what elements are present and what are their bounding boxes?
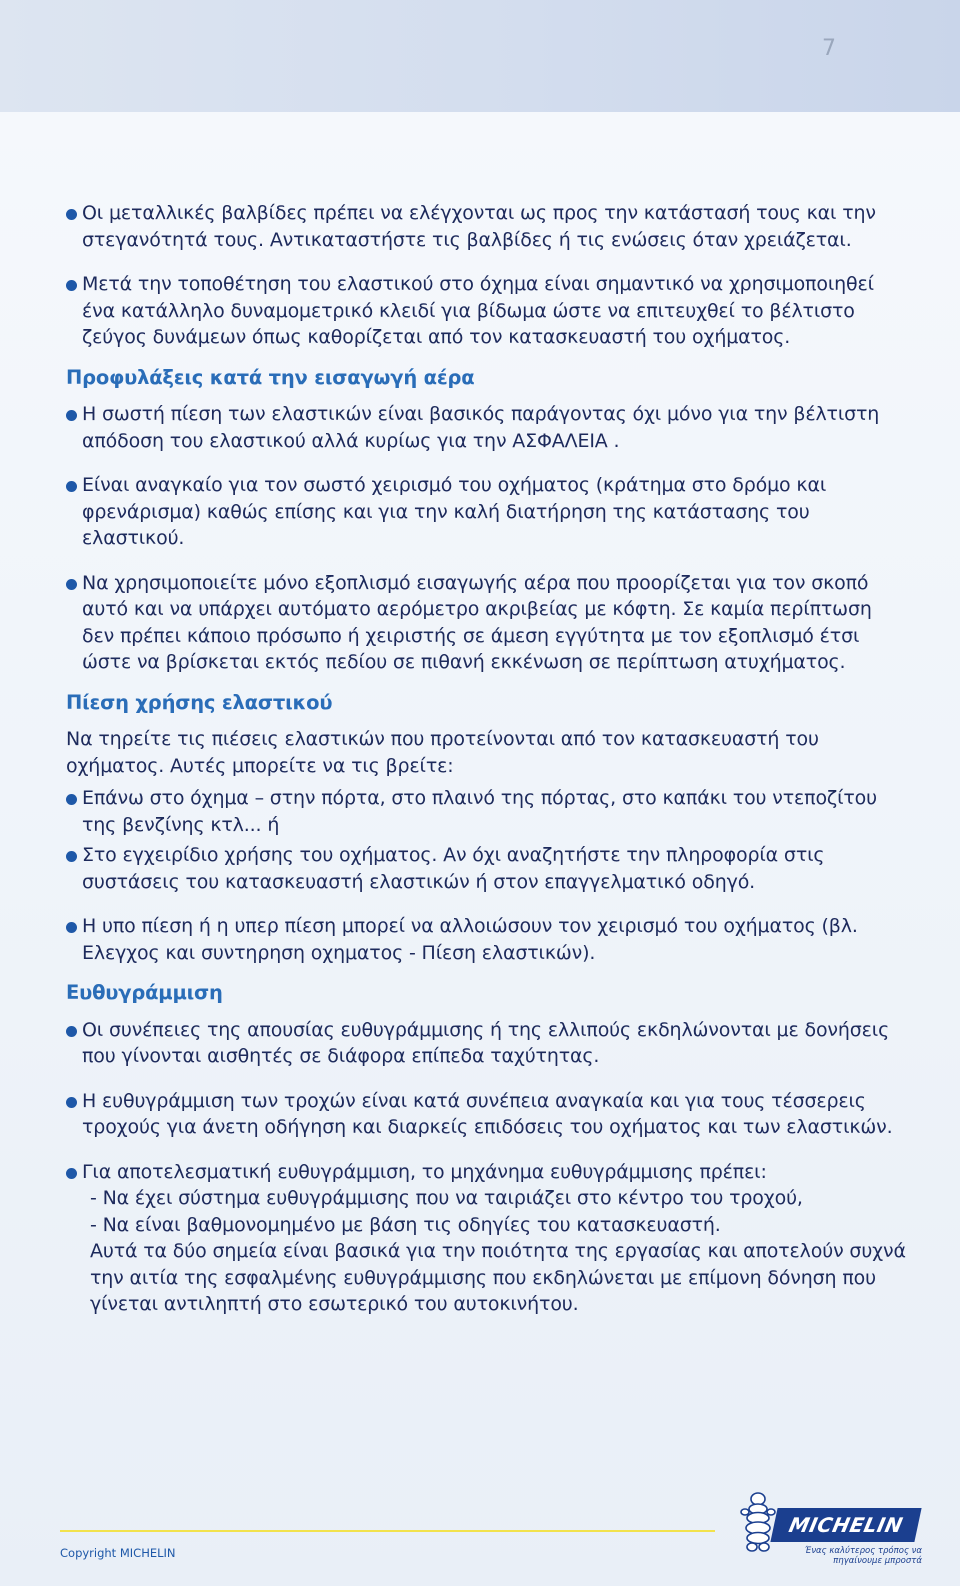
list-item-text: Η υπο πίεση ή η υπερ πίεση μπορεί να αλλοιώσουν τον χειρισμό του οχήματος (βλ. Ελεγχος και συντηρηση οχηματος - Πίεση ελαστικών).	[82, 915, 858, 964]
bullet-icon	[66, 851, 77, 862]
sub-item-line: - Να έχει σύστημα ευθυγράμμισης που να ταιριάζει στο κέντρο του τροχού,	[90, 1187, 803, 1209]
footer-rule	[60, 1530, 715, 1532]
list-item	[66, 401, 906, 454]
list-item-text: Μετά την τοποθέτηση του ελαστικού στο όχημα είναι σημαντικό να χρησιμοποιηθεί ένα κατάλληλο δυναμομετρικό κλειδί για βίδωμα ώστε να επιτευχθεί το βέλτιστο ζεύγος δυνάμεων όπως καθορίζεται από τον κατασκευαστή του οχήματος.	[82, 273, 874, 348]
sub-item-line: - Να είναι βαθμονομημένο με βάση τις οδηγίες του κατασκευαστή.	[90, 1213, 721, 1236]
section-heading-inflation: Προφυλάξεις κατά την εισαγωγή αέρα	[66, 365, 475, 389]
logo-wordmark: MICHELIN	[786, 1513, 906, 1537]
list-item	[66, 913, 906, 966]
bullet-icon	[66, 209, 77, 220]
list-item	[66, 472, 906, 552]
bullet-icon	[66, 1026, 77, 1037]
list-item-text: Οι συνέπειες της απουσίας ευθυγράμμισης ή της ελλιπούς εκδηλώνονται με δονήσεις που γίνονται αισθητές σε διάφορα επίπεδα ταχύτητας.	[82, 1018, 890, 1067]
bullet-icon	[66, 579, 77, 590]
list-item	[66, 570, 906, 676]
bullet-icon	[66, 1168, 77, 1179]
page-number: 7	[822, 36, 836, 61]
list-item	[66, 785, 906, 838]
copyright-text: Copyright MICHELIN	[60, 1546, 176, 1560]
list-item-text: Να χρησιμοποιείτε μόνο εξοπλισμό εισαγωγής αέρα που προορίζεται για τον σκοπό αυτό και να υπάρχει αυτόματο αερόμετρο ακριβείας με κόφτη. Σε καμία περίπτωση δεν πρέπει κάποιο πρόσωπο ή χειριστής σε άμεση εγγύτητα με τον εξοπλισμό έτσι ώστε να βρίσκεται εκτός πεδίου σε πιθανή εκκένωση σε περίπτωση ατυχήματος.	[82, 571, 872, 673]
bullet-icon	[66, 794, 77, 805]
list-item-text: Για αποτελεσματική ευθυγράμμιση, το μηχάνημα ευθυγράμμισης πρέπει:	[82, 1160, 767, 1183]
logo-tagline: Ένας καλύτερος τρόπος να πηγαίνουμε μπροστά	[804, 1546, 922, 1566]
list-item-torque	[66, 271, 906, 351]
section-heading-alignment: Ευθυγράμμιση	[66, 981, 223, 1004]
main-content	[66, 200, 906, 1336]
bullet-icon	[66, 481, 77, 492]
list-item-text: Είναι αναγκαίο για τον σωστό χειρισμό του οχήματος (κράτημα στο δρόμο και φρενάρισμα) καθώς επίσης και για την καλή διατήρηση της κατάστασης του ελαστικού.	[82, 474, 827, 549]
list-item-text: Οι μεταλλικές βαλβίδες πρέπει να ελέγχονται ως προς την κατάστασή τους και την στεγανότητά τους. Αντικαταστήστε τις βαλβίδες ή τις ενώσεις όταν χρειάζεται.	[82, 202, 876, 251]
list-item-text: Επάνω στο όχημα – στην πόρτα, στο πλαινό της πόρτας, στο καπάκι του ντεποζίτου της βενζίνης κτλ... ή	[82, 787, 878, 836]
list-item	[66, 1017, 906, 1070]
list-item-valves	[66, 200, 906, 253]
bullet-icon	[66, 280, 77, 291]
list-item-alignment-machine	[66, 1159, 906, 1318]
list-item-text: Στο εγχειρίδιο χρήσης του οχήματος. Αν όχι αναζητήστε την πληροφορία στις συστάσεις του κατασκευαστή ελαστικών ή στον επαγγελματικό οδηγό.	[82, 844, 825, 893]
closing-text: Αυτά τα δύο σημεία είναι βασικά για την ποιότητα της εργασίας και αποτελούν συχνά την αιτία της εσφαλμένης ευθυγράμμισης που εκδηλώνεται με επίμονη δόνηση που γίνεται αντιληπτή στο εσωτερικό του αυτοκινήτου.	[90, 1240, 906, 1315]
section-heading-pressure: Πίεση χρήσης ελαστικού	[66, 690, 333, 714]
bullet-icon	[66, 1097, 77, 1108]
list-item-text: Η σωστή πίεση των ελαστικών είναι βασικός παράγοντας όχι μόνο για την βέλτιστη απόδοση του ελαστικού αλλά κυρίως για την ΑΣΦΑΛΕΙΑ .	[82, 403, 880, 452]
list-item	[66, 842, 906, 895]
logo-banner	[770, 1508, 921, 1542]
header-band	[0, 0, 960, 112]
bullet-icon	[66, 410, 77, 421]
list-item	[66, 1088, 906, 1141]
michelin-logo	[738, 1490, 922, 1566]
list-item-text: Η ευθυγράμμιση των τροχών είναι κατά συνέπεια αναγκαία και για τους τέσσερεις τροχούς για άνετη οδήγηση και διαρκείς επιδόσεις του οχήματος και των ελαστικών.	[82, 1089, 893, 1138]
section-intro-text: Να τηρείτε τις πιέσεις ελαστικών που προτείνονται από τον κατασκευαστή του οχήματος. Αυτές μπορείτε να τις βρείτε:	[66, 728, 819, 777]
bullet-icon	[66, 922, 77, 933]
